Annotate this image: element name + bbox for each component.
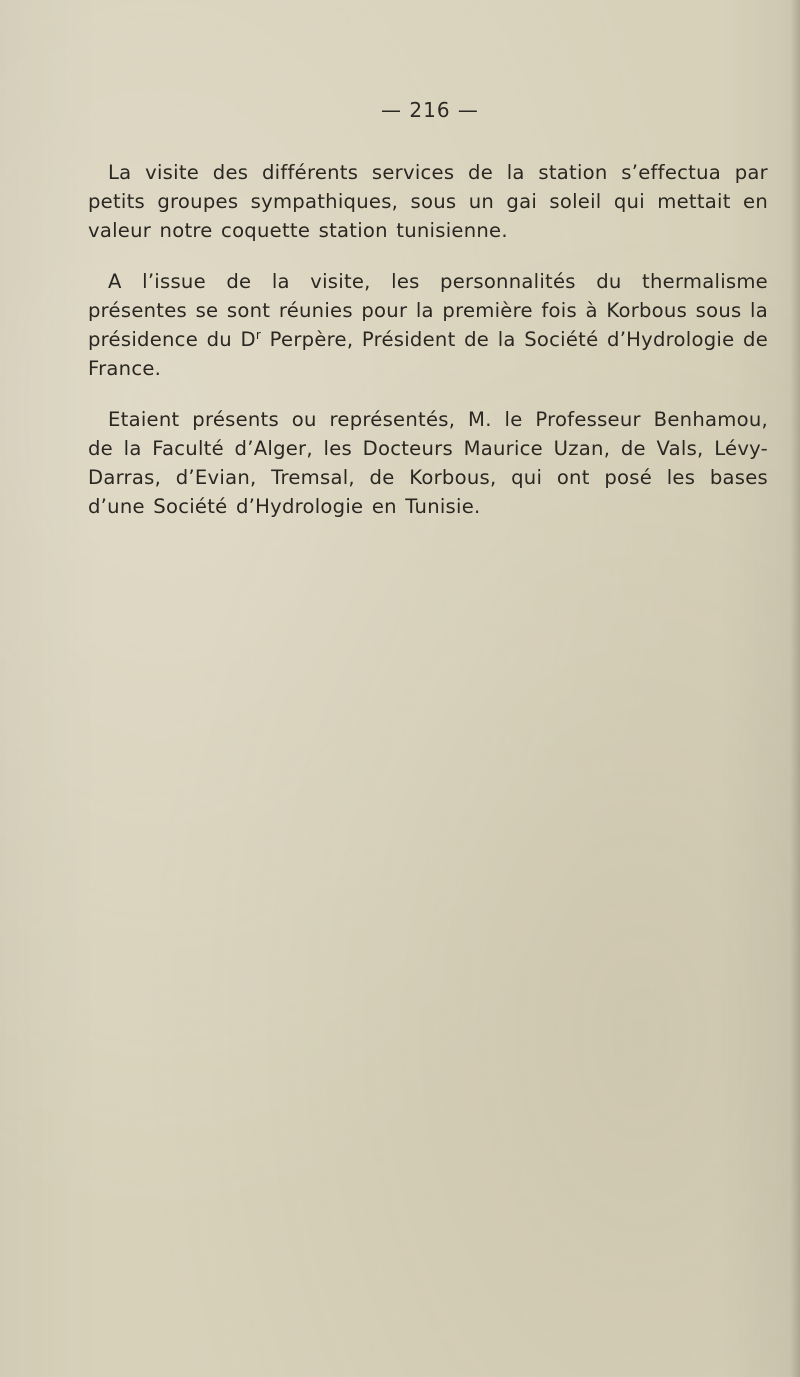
page-edge-shadow bbox=[790, 0, 800, 1377]
paragraph-visit: La visite des différents services de la station s’effectua par petits groupes sympathiques, sous un gai soleil qui mettait en valeur notre coquette station tunisienne. bbox=[88, 161, 768, 242]
paragraph-meeting-text-end: Perpère, Président de la Société d’Hydrologie de France. bbox=[88, 328, 768, 380]
paragraph-meeting-text: A l’issue de la visite, les personnalités du thermalisme présentes se sont réunies pour la première fois à Korbous sous la présidence du D bbox=[88, 270, 768, 351]
body-text bbox=[88, 158, 768, 543]
doctor-abbreviation-superscript: r bbox=[255, 328, 262, 342]
page-number: — 216 — bbox=[381, 98, 479, 122]
paragraph-attendees: Etaient présents ou représentés, M. le Professeur Benhamou, de la Faculté d’Alger, les Docteurs Maurice Uzan, de Vals, Lévy-Darras, d’Evian, Tremsal, de Korbous, qui ont posé les bases d’une Société d’Hydrologie en Tunisie. bbox=[88, 408, 768, 518]
paragraph-meeting bbox=[88, 267, 768, 383]
